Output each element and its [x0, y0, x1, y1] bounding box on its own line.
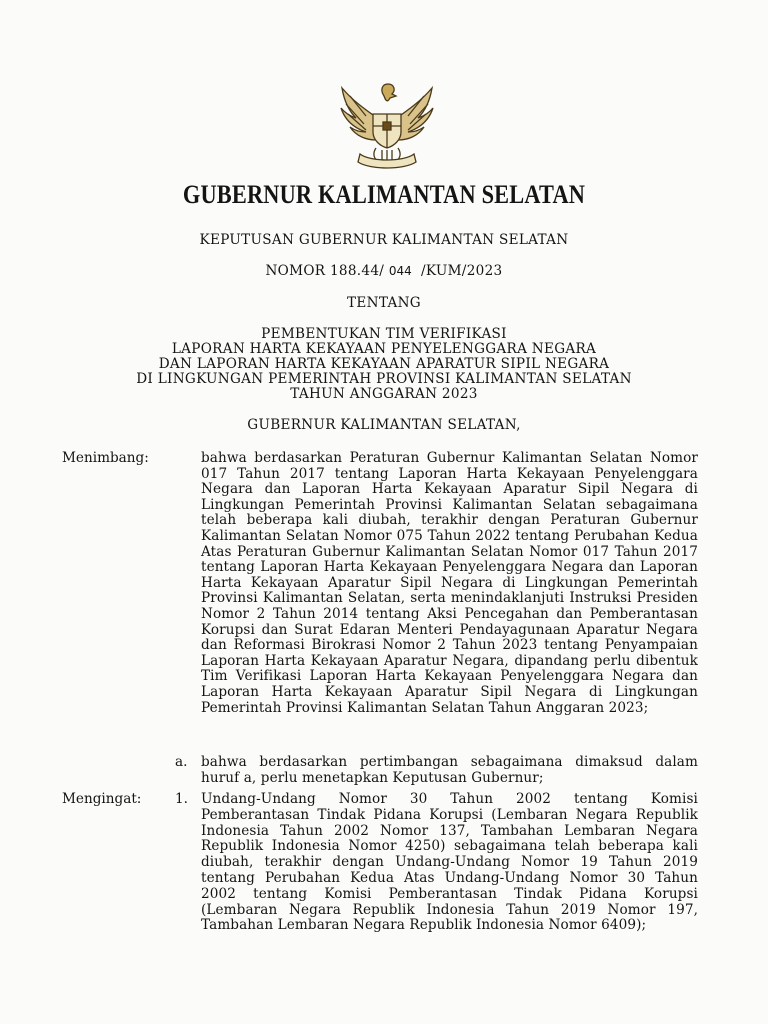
- garuda-emblem-icon: [336, 80, 438, 172]
- decree-number-suffix: /KUM/2023: [420, 263, 503, 279]
- mengingat-item-marker: 1.: [175, 791, 188, 807]
- decree-number: [0, 263, 768, 280]
- subject-line-2: LAPORAN HARTA KEKAYAAN PENYELENGGARA NEGARA: [171, 341, 597, 357]
- menimbang-item-marker: a.: [175, 754, 188, 770]
- subject-line-5: TAHUN ANGGARAN 2023: [290, 386, 478, 402]
- governor-title: GUBERNUR KALIMANTAN SELATAN: [182, 180, 586, 209]
- decree-number-prefix: NOMOR 188.44/: [265, 263, 385, 279]
- subject-line-3: DAN LAPORAN HARTA KEKAYAAN APARATUR SIPIL NEGARA: [158, 356, 610, 372]
- decree-kind: KEPUTUSAN GUBERNUR KALIMANTAN SELATAN: [199, 232, 569, 248]
- mengingat-label: Mengingat:: [62, 791, 142, 807]
- menimbang-label: Menimbang:: [62, 450, 149, 466]
- decree-number-handwritten: 044: [388, 264, 412, 278]
- subject-line-1: PEMBENTUKAN TIM VERIFIKASI: [261, 326, 507, 342]
- tentang-heading: TENTANG: [347, 295, 421, 311]
- subject-line-4: DI LINGKUNGAN PEMERINTAH PROVINSI KALIMANTAN SELATAN: [136, 371, 632, 387]
- menimbang-item: bahwa berdasarkan pertimbangan sebagaimana dimaksud dalam huruf a, perlu menetapkan Keputusan Gubernur;: [201, 754, 698, 786]
- issuer-heading: GUBERNUR KALIMANTAN SELATAN,: [247, 417, 521, 433]
- menimbang-item: bahwa berdasarkan Peraturan Gubernur Kalimantan Selatan Nomor 017 Tahun 2017 tentang Laporan Harta Kekayaan Penyelenggara Negara dan Laporan Harta Kekayaan Aparatur Sipil Negara di Lingkungan Pemerintah Provinsi Kalimantan Selatan sebagaimana telah beberapa kali diubah, terakhir dengan Peraturan Gubernur Kalimantan Selatan Nomor 075 Tahun 2022 tentang Perubahan Kedua Atas Peraturan Gubernur Kalimantan Selatan Nomor 017 Tahun 2017 tentang Laporan Harta Kekayaan Penyelenggara Negara dan Laporan Harta Kekayaan Aparatur Sipil Negara di Lingkungan Pemerintah Provinsi Kalimantan Selatan, serta menindaklanjuti Instruksi Presiden Nomor 2 Tahun 2014 tentang Aksi Pencegahan dan Pemberantasan Korupsi dan Surat Edaran Menteri Pendayagunaan Aparatur Negara dan Reformasi Birokrasi Nomor 2 Tahun 2023 tentang Penyampaian Laporan Harta Kekayaan Aparatur Negara, dipandang perlu dibentuk Tim Verifikasi Laporan Harta Kekayaan Penyelenggara Negara dan Laporan Harta Kekayaan Aparatur Sipil Negara di Lingkungan Pemerintah Provinsi Kalimantan Selatan Tahun Anggaran 2023;: [201, 450, 698, 716]
- mengingat-item: Undang-Undang Nomor 30 Tahun 2002 tentang Komisi Pemberantasan Tindak Pidana Korupsi (Lembaran Negara Republik Indonesia Tahun 2002 Nomor 137, Tambahan Lembaran Negara Republik Indonesia Nomor 4250) sebagaimana telah beberapa kali diubah, terakhir dengan Undang-Undang Nomor 19 Tahun 2019 tentang Perubahan Kedua Atas Undang-Undang Nomor 30 Tahun 2002 tentang Komisi Pemberantasan Tindak Pidana Korupsi (Lembaran Negara Republik Indonesia Tahun 2019 Nomor 197, Tambahan Lembaran Negara Republik Indonesia Nomor 6409);: [201, 791, 698, 934]
